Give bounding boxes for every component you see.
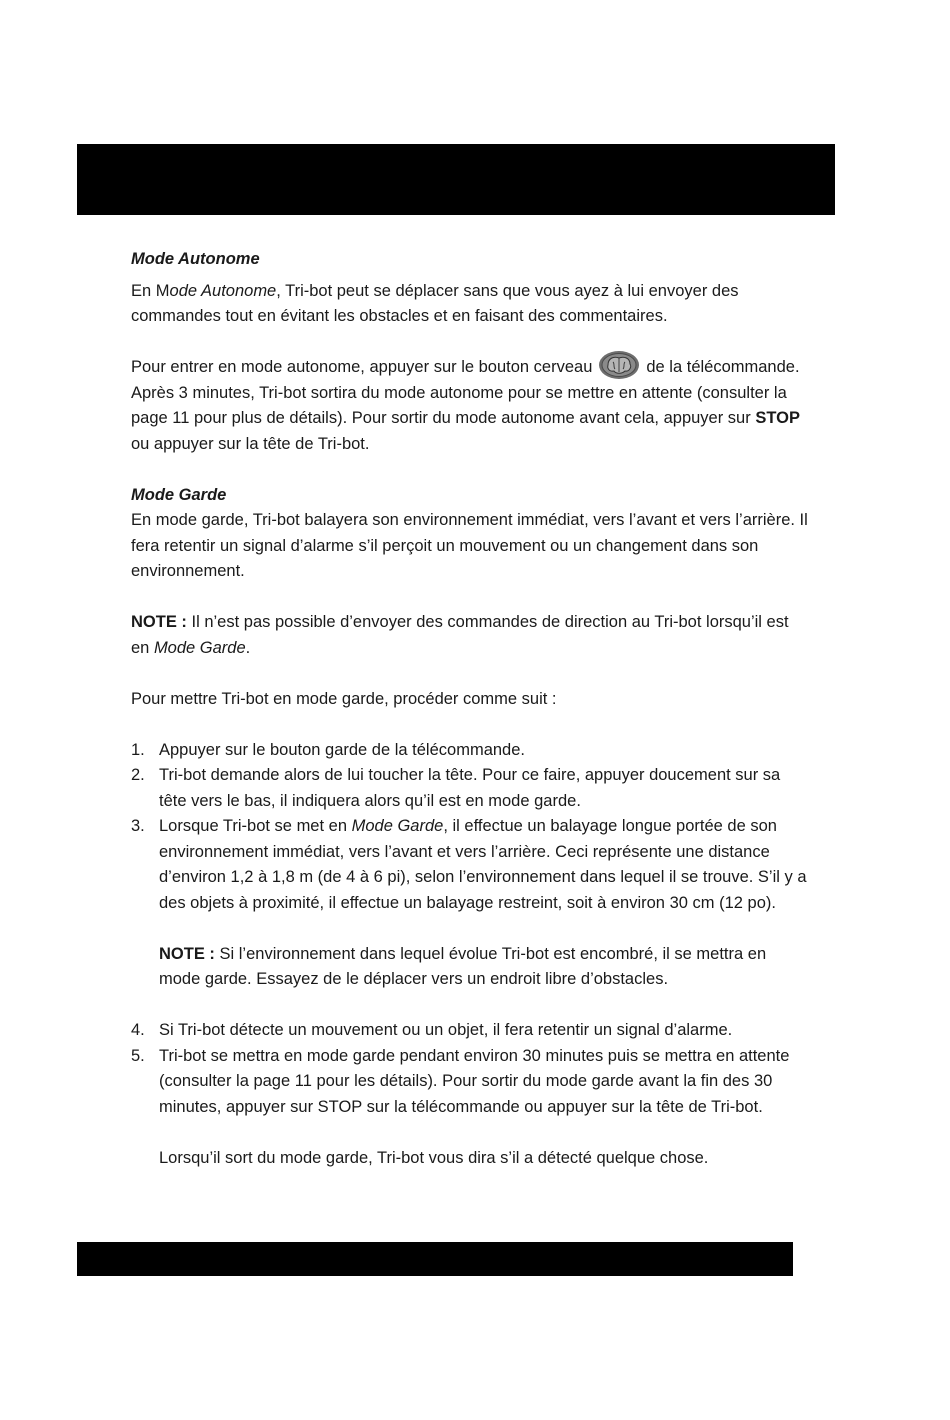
step-number: 3. [131,817,145,835]
step-text: Lorsque Tri-bot se met en [159,817,352,835]
note-label: NOTE : [131,613,187,631]
text-fragment: Il n’est pas possible d’envoyer des commandes de direction au Tri-bot lorsqu’il est en [131,613,789,657]
step-text: Tri-bot se mettra en mode garde pendant environ 30 minutes puis se mettra en attente (consulter la page 11 pour les détails). Pour sortir du mode garde avant la fin des 30 minutes, appuyer sur STOP sur la télécommande ou appuyer sur la tête de Tri-bot. [159,1046,790,1116]
step-number: 4. [131,1021,145,1039]
list-item [131,814,811,916]
section-title-autonome: Mode Autonome [131,250,260,268]
note-paragraph [131,942,811,993]
paragraph-autonome-instructions [131,355,811,457]
text-fragment: de la télécommande. Après 3 minutes, Tri-bot sortira du mode autonome pour se mettre en attente (consulter la page 11 pour plus de détails). Pour sortir du mode autonome avant cela, appuyer sur [131,358,800,427]
header-bar [77,144,835,215]
text-fragment: Pour entrer en mode autonome, appuyer sur le bouton cerveau [131,358,593,376]
text-fragment: , Tri-bot peut se déplacer sans que vous ayez à lui envoyer des commandes tout en évitant les obstacles et en faisant des commentaires. [131,281,739,325]
page-content [131,247,811,1171]
footer-bar [77,1242,793,1276]
steps-lead: Pour mettre Tri-bot en mode garde, procéder comme suit : [131,689,557,708]
closing-paragraph: Lorsqu’il sort du mode garde, Tri-bot vous dira s’il a détecté quelque chose. [159,1148,709,1167]
step-text: Si Tri-bot détecte un mouvement ou un objet, il fera retentir un signal d’alarme. [159,1021,733,1039]
step-text: , il effectue un balayage longue portée de son environnement immédiat, vers l’avant et vers l’arrière. Ceci représente une distance d’environ 1,2 à 1,8 m (de 4 à 6 pi), selon l’environnement dans lequel il se trouve. S’il y a des objets à proximité, il effectue un balayage restreint, soit à environ 30 cm (12 po). [159,817,807,912]
step-number: 2. [131,766,145,784]
note-label: NOTE : [159,944,215,963]
brain-icon [598,350,640,380]
note-paragraph [131,610,811,661]
list-item [131,763,811,814]
emphasis-mode-garde: Mode Garde [351,817,444,835]
steps-list [131,738,811,917]
paragraph-garde-intro: En mode garde, Tri-bot balayera son environnement immédiat, vers l’avant et vers l’arrière. Il fera retentir un signal d’alarme s’il perçoit un mouvement ou un changement dans son environnement. [131,511,808,580]
emphasis-mode-garde: Mode Garde [153,638,246,657]
section-title-garde: Mode Garde [131,485,227,504]
list-item [131,738,811,764]
step-text: Appuyer sur le bouton garde de la télécommande. [159,740,525,759]
list-item [131,1044,811,1121]
step-text: Tri-bot demande alors de lui toucher la tête. Pour ce faire, appuyer doucement sur sa tête vers le bas, il indiquera alors qu’il est en mode garde. [159,766,781,810]
paragraph-autonome-intro [131,279,811,330]
stop-label: STOP [755,409,800,427]
steps-list [131,1018,811,1120]
text-fragment: Si l’environnement dans lequel évolue Tri-bot est encombré, il se mettra en mode garde. Essayez de le déplacer vers un endroit libre d’obstacles. [159,944,767,988]
text-fragment: . [245,638,251,657]
step-number: 1. [131,740,145,759]
step-number: 5. [131,1046,145,1065]
text-fragment: En M [131,281,170,300]
list-item [131,1018,811,1044]
text-fragment: ou appuyer sur la tête de Tri-bot. [131,434,370,453]
emphasis-mode-autonome: ode Autonome [169,281,277,300]
